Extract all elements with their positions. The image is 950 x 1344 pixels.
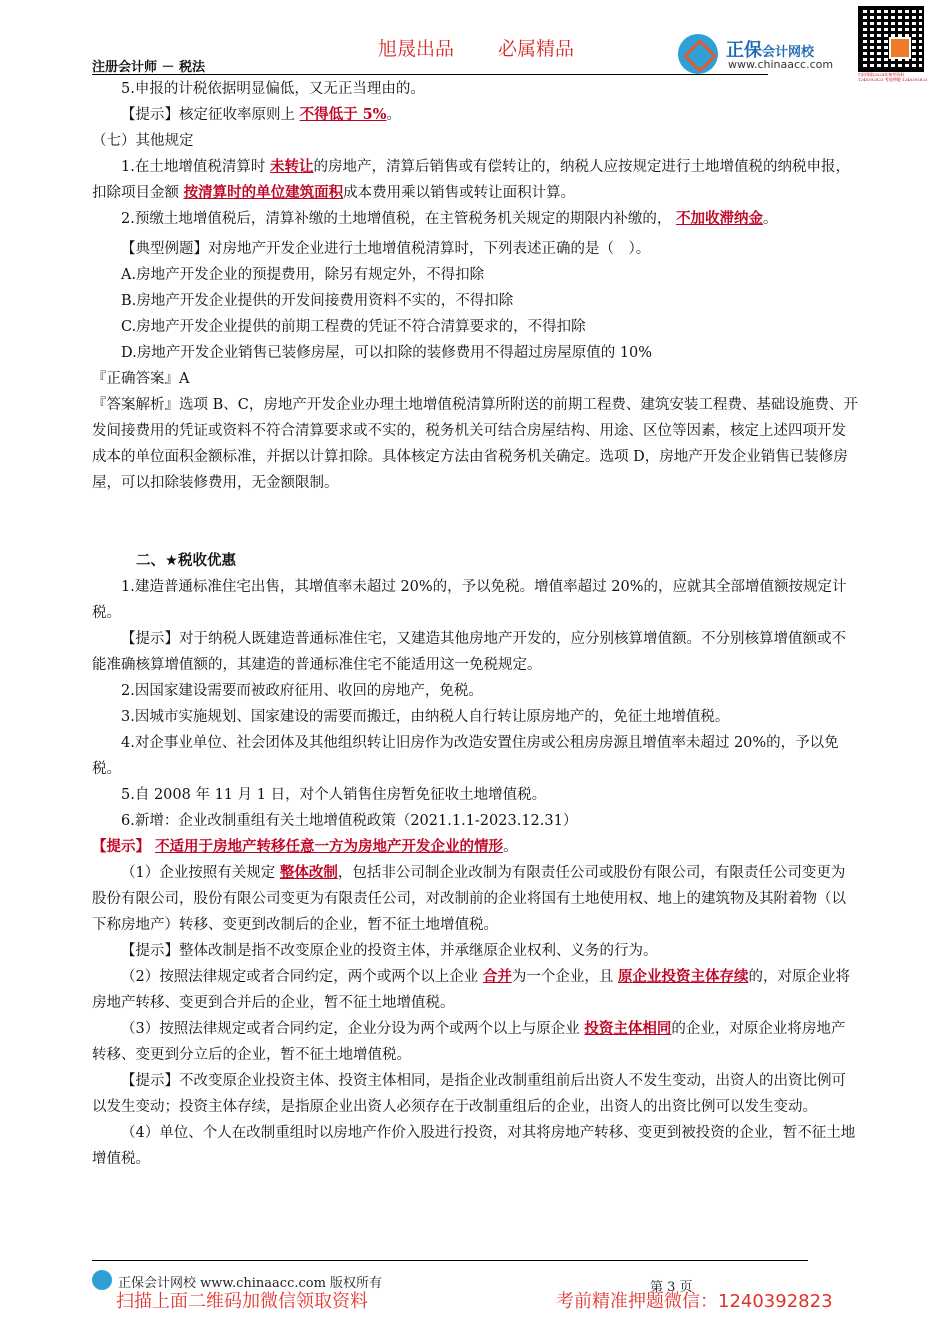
header-slogan-left: 旭晟出品 [378,38,455,60]
paragraph: （2）按照法律规定或者合同约定，两个或两个以上企业 合并为一个企业，且 原企业投资主体存续的，对原企业将房地产转移、变更到合并后的企业，暂不征土地增值税。 [92,968,850,1011]
footer-logo-icon [92,1270,112,1290]
paragraph: （1）企业按照有关规定 整体改制，包括非公司制企业改制为有限责任公司或股份有限公司，有限责任公司变更为股份有限公司，股份有限公司变更为有限责任公司，对改制前的企业将国有土地使用权、地上的建筑物及其附着物（以下称房地产）转移、变更到改制后的企业，暂不征土地增值税。 [92,864,846,933]
page-subject: 注册会计师 － 税法 [92,60,206,75]
brand-logo[interactable] [678,34,858,74]
paragraph: （3）按照法律规定或者合同约定，企业分设为两个或两个以上与原企业 投资主体相同的企业，对原企业将房地产转移、变更到分立后的企业，暂不征土地增值税。 [92,1020,846,1063]
qr-center-logo [889,37,911,59]
footer-promo-left: 扫描上面二维码加微信领取资料 [116,1291,368,1312]
logo-url: www.chinaacc.com [728,58,834,71]
paragraph: 4.对企事业单位、社会团体及其他组织转让旧房作为改造安置住房或公租房房源且增值率未超过 20%的，予以免税。 [92,735,839,777]
paragraph: 1.在土地增值税清算时 未转让的房地产，清算后销售或有偿转让的，纳税人应按规定进行土地增值税的纳税申报，扣除项目金额 按清算时的单位建筑面积成本费用乘以销售或转让面积计算。 [92,158,850,201]
option-c: C.房地产开发企业提供的前期工程费的凭证不符合清算要求的，不得扣除 [121,319,586,335]
paragraph: 3.因城市实施规划、国家建设的需要而搬迁，由纳税人自行转让原房地产的，免征土地增值税。 [121,709,730,725]
option-d: D.房地产开发企业销售已装修房屋，可以扣除的装修费用不得超过房屋原值的 10% [121,345,653,361]
correct-answer: 『正确答案』A [92,371,190,387]
document-body [92,76,858,1172]
highlight: 不得低于 5% [299,106,387,123]
tip-paragraph: 【提示】 不适用于房地产转移任意一方为房地产开发企业的情形。 [92,838,518,855]
footer-divider [92,1260,808,1261]
option-a: A.房地产开发企业的预提费用，除另有规定外，不得扣除 [121,267,485,283]
tip-paragraph: 【提示】整体改制是指不改变原企业的投资主体，并承继原企业权利、义务的行为。 [121,943,658,959]
footer-copyright: 正保会计网校 www.chinaacc.com 版权所有 [118,1276,383,1291]
logo-icon [678,34,718,74]
highlight: 原企业投资主体存续 [617,968,749,985]
highlight: 未转让 [269,158,314,175]
section-heading-2: 二、★税收优惠 [136,553,236,569]
logo-name: 正保会计网校 [726,40,815,61]
highlight: 按清算时的单位建筑面积 [183,184,344,201]
section-heading: （七）其他规定 [92,133,194,149]
paragraph: 2.预缴土地增值税后，清算补缴的土地增值税，在主管税务机关规定的期限内补缴的， 不加收滞纳金。 [121,210,778,227]
header-divider [92,74,768,75]
tip-paragraph: 【提示】对于纳税人既建造普通标准住宅，又建造其他房地产开发的，应分别核算增值额。不分别核算增值额或不能准确核算增值额的，其建造的普通标准住宅不能适用这一免税规定。 [92,631,846,673]
example-question: 【典型例题】对房地产开发企业进行土地增值税清算时，下列表述正确的是（ ）。 [121,241,651,257]
highlight: 不加收滞纳金 [675,210,763,227]
highlight: 不适用于房地产转移任意一方为房地产开发企业的情形 [155,838,504,855]
option-b: B.房地产开发企业提供的开发间接费用资料不实的，不得扣除 [121,293,514,309]
paragraph: 1.建造普通标准住宅出售，其增值率未超过 20%的，予以免税。增值率超过 20%的，应就其全部增值额按规定计税。 [92,579,847,621]
paragraph: 6.新增：企业改制重组有关土地增值税政策（2021.1.1-2023.12.31） [121,813,578,829]
tip-paragraph: 【提示】核定征收率原则上 不得低于 5%。 [121,106,402,123]
header-slogan-right: 必属精品 [498,38,575,60]
paragraph: （4）单位、个人在改制重组时以房地产作价入股进行投资，对其将房地产转移、变更到被投资的企业，暂不征土地增值税。 [92,1125,856,1167]
highlight: 合并 [482,968,512,985]
paragraph: 2.因国家建设需要而被政府征用、收回的房地产，免税。 [121,683,483,699]
highlight: 投资主体相同 [584,1020,672,1037]
highlight: 整体改制 [279,864,338,881]
qr-note: 扫码领取2024年备考资料 1240392823 考前押题 1240392823 [858,72,928,82]
paragraph: 5.自 2008 年 11 月 1 日，对个人销售住房暂免征收土地增值税。 [121,787,547,803]
paragraph: 5.申报的计税依据明显偏低，又无正当理由的。 [121,81,425,97]
answer-explanation: 『答案解析』选项 B、C，房地产开发企业办理土地增值税清算所附送的前期工程费、建筑安装工程费、基础设施费、开发间接费用的凭证或资料不符合清算要求或不实的，税务机关可结合房屋结构、用途、区位等因素，核定上述四项开发成本的单位面积金额标准，并据以计算扣除。具体核定方法由省税务机关确定。选项 D，房地产开发企业销售已装修房屋，可以扣除装修费用，无金额限制。 [92,397,858,491]
page-number: 第 3 页 [650,1280,693,1295]
footer-promo-right: 考前精准押题微信：1240392823 [556,1291,833,1312]
tip-paragraph: 【提示】不改变原企业投资主体、投资主体相同，是指企业改制重组前后出资人不发生变动，出资人的出资比例可以发生变动；投资主体存续，是指原企业出资人必须存在于改制重组后的企业，出资人的出资比例可以发生变动。 [92,1073,846,1115]
